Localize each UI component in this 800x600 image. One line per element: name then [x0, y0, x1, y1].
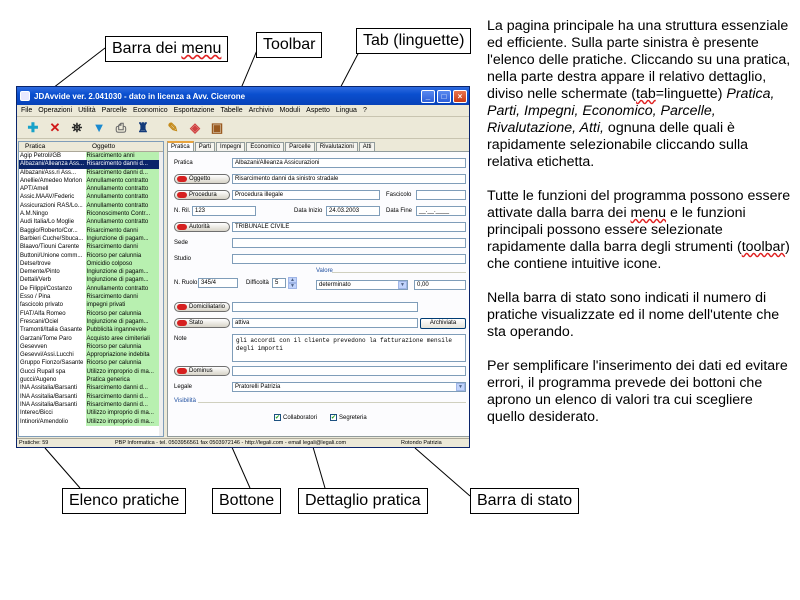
list-item[interactable]	[19, 343, 163, 351]
nruolo-label: N. Ruolo	[174, 280, 198, 286]
list-item-pratica: Assic.MAAV/Federic	[19, 193, 86, 201]
list-item-pratica: Interec/Bicci	[19, 409, 86, 417]
list-item[interactable]	[19, 169, 163, 177]
list-item-oggetto: Pratica generica	[86, 376, 163, 384]
list-item-oggetto: Acquisto aree cimiteriali	[86, 335, 163, 343]
oggetto-button[interactable]: Oggetto	[174, 174, 230, 184]
binoculars-icon[interactable]: ⛯	[71, 119, 83, 135]
nril-label: N. Ril.	[174, 208, 191, 214]
difficolta-down-icon[interactable]: ▼	[288, 283, 297, 289]
data-inizio-field[interactable]: 24.03.2003	[326, 206, 380, 216]
stamp-icon[interactable]: ♜	[137, 119, 149, 135]
sede-label: Sede	[174, 240, 189, 246]
list-item[interactable]	[19, 227, 163, 235]
list-item-pratica: FIAT/Alfa Romeo	[19, 310, 86, 318]
list-item-pratica: INA Assitalia/Barsanti	[19, 393, 86, 401]
tab-atti[interactable]: Atti	[359, 142, 376, 151]
menu-help[interactable]: ?	[362, 107, 367, 114]
list-item[interactable]	[19, 310, 163, 318]
domiciliatario-button-indicator	[177, 304, 187, 310]
list-item-oggetto: Risarcimento anni	[86, 152, 163, 160]
add-icon[interactable]: ✚	[27, 119, 39, 135]
pratiche-list[interactable]	[18, 141, 164, 437]
list-item-oggetto: Risarcimento danni d...	[86, 384, 163, 392]
stato-button-indicator	[177, 320, 187, 326]
tab-strip	[167, 141, 470, 151]
list-item-pratica: Garzani/Tome Paro	[19, 335, 86, 343]
studio-label: Studio	[174, 256, 192, 262]
list-item-oggetto: Risarcimento danni	[86, 227, 163, 235]
list-item[interactable]	[19, 268, 163, 276]
list-item[interactable]	[19, 393, 163, 401]
detail-pane	[167, 141, 470, 437]
menu-file[interactable]: File	[21, 107, 33, 114]
list-item[interactable]	[19, 276, 163, 284]
list-item-oggetto: Ricorso per calunnia	[86, 252, 163, 260]
legale-dropdown-icon[interactable]: ▼	[456, 383, 465, 391]
menu-parcelle[interactable]: Parcelle	[101, 107, 127, 114]
list-scrollbar[interactable]	[159, 152, 164, 436]
studio-field[interactable]	[232, 254, 466, 264]
data-fine-label: Data Fine	[386, 208, 413, 214]
difficolta-field[interactable]: 5	[272, 278, 286, 288]
list-item-pratica: Demente/Pinto	[19, 268, 86, 276]
menu-utilita[interactable]: Utilità	[78, 107, 96, 114]
print-icon[interactable]: ⎙	[115, 119, 127, 135]
dominus-button[interactable]: Dominus	[174, 366, 230, 376]
list-item-pratica: Tramonti/Italia Gasante	[19, 326, 86, 334]
list-item-oggetto: Appropriazione indebita	[86, 351, 163, 359]
list-item-oggetto: Utilizzo improprio di ma...	[86, 418, 163, 426]
list-item-pratica: Frescani/Ociel	[19, 318, 86, 326]
list-item-oggetto: Annullamento contratto	[86, 193, 163, 201]
list-item-oggetto: Ricorso per calunnia	[86, 359, 163, 367]
list-item-pratica: INA Assitalia/Barsanti	[19, 401, 86, 409]
list-item[interactable]	[19, 285, 163, 293]
list-item[interactable]	[19, 351, 163, 359]
procedura-button[interactable]: Procedura	[174, 190, 230, 200]
description-paragraph-3: Nella barra di stato sono indicati il numero di pratiche visualizzate ed il nome dell'utente che sta operando.	[487, 290, 780, 340]
menu-aspetto[interactable]: Aspetto	[306, 107, 330, 114]
list-item[interactable]	[19, 152, 163, 160]
tab-pratica[interactable]: Pratica	[167, 141, 194, 151]
list-item-pratica: Esso / Pina	[19, 293, 86, 301]
oggetto-button-indicator	[177, 176, 187, 182]
list-item[interactable]	[19, 210, 163, 218]
list-item-oggetto: Annullamento contratto	[86, 177, 163, 185]
list-item-pratica: Albazani/Alleanza Ass...	[20, 161, 85, 168]
description-text	[487, 18, 792, 443]
menu-tabelle[interactable]: Tabelle	[220, 107, 243, 114]
valore-select[interactable]: determinato	[316, 280, 408, 290]
list-item-pratica: Dettali/Verb	[19, 276, 86, 284]
callout-toolbar: Toolbar	[256, 32, 322, 58]
note-textarea[interactable]: gli accordi con il cliente prevedono la fatturazione mensile degli importi	[232, 334, 466, 362]
stato-button[interactable]: Stato	[174, 318, 230, 328]
menu-moduli[interactable]: Moduli	[279, 107, 301, 114]
status-info: PBP Informatica - tel. 0503956561 fax 0503972146 - http://legali.com - email legali@legali.com	[115, 440, 347, 446]
list-item-pratica: Barbieri Cuche/Sbuca...	[19, 235, 86, 243]
callout-list: Elenco pratiche	[62, 488, 186, 514]
window-title: JDAvvide ver. 2.041030 - dato in licenza a Avv. Cicerone	[34, 91, 246, 101]
list-item-pratica: INA Assitalia/Barsanti	[19, 384, 86, 392]
list-item[interactable]	[19, 318, 163, 326]
list-item[interactable]	[19, 235, 163, 243]
callout-statusbar: Barra di stato	[470, 488, 579, 514]
list-item-oggetto: Utilizzo improprio di ma...	[86, 368, 163, 376]
list-item-pratica: Audi Italia/Lo Moglie	[19, 218, 86, 226]
list-item-pratica: De Filippi/Costanzo	[19, 285, 86, 293]
status-count: Pratiche: 59	[19, 440, 49, 446]
delete-icon[interactable]: ✕	[49, 119, 61, 135]
list-item[interactable]	[19, 160, 163, 168]
list-item-pratica: Albazani/Ass.ri Ass...	[19, 169, 86, 177]
list-item-pratica: A.M.Ningo	[19, 210, 86, 218]
data-fine-field[interactable]: __.__.____	[416, 206, 466, 216]
description-paragraph-4: Per semplificare l'inserimento dei dati ed evitare errori, il programma prevede dei bottoni che aprono un elenco di valori tra cui scegliere quello desiderato.	[487, 358, 788, 425]
title-bar[interactable]	[17, 87, 469, 105]
tab-rivalutazioni[interactable]: Rivalutazioni	[316, 142, 358, 151]
list-item-pratica: Gucci Rupall spa	[19, 368, 86, 376]
list-item-oggetto: Pubblicità ingannevole	[86, 326, 163, 334]
list-item[interactable]	[19, 218, 163, 226]
difficolta-label: Difficoltà	[246, 280, 269, 286]
domiciliatario-field[interactable]	[232, 302, 418, 312]
list-item-oggetto: Utilizzo improprio di ma...	[86, 409, 163, 417]
description-paragraph-2: Tutte le funzioni del programma possono essere attivate dalla barra dei menu e le funzioni principali possono essere selezionate rapidamente dalla barra degli strumenti (toolbar) che contiene intuitive icone.	[487, 188, 791, 272]
pratica-field[interactable]: Albazani/Alleanza Assicurazioni	[232, 158, 466, 168]
description-paragraph-1: La pagina principale ha una struttura essenziale ed efficiente. Sulla parte sinistra è presente l'elenco delle pratiche. Cliccando su una pratica, nella parte destra appare il relativo dettaglio, diviso nelle schermate (tab=linguette) Pratica, Parti, Impegni, Economico, Parcelle, Rivalutazione, Atti, ognuna delle quali è rapidamente selezionabile cliccando sulla relativa etichetta.	[487, 18, 791, 170]
tab-impegni[interactable]: Impegni	[216, 142, 245, 151]
menu-bar	[17, 105, 469, 117]
list-item-oggetto: Omicidio colposo	[86, 260, 163, 268]
autorita-field[interactable]: TRIBUNALE CIVILE	[232, 222, 466, 232]
callout-tabs: Tab (linguette)	[356, 28, 471, 54]
palette-icon[interactable]: ✎	[167, 119, 179, 135]
list-item[interactable]	[19, 202, 163, 210]
list-item-oggetto: Risarcimento danni	[86, 293, 163, 301]
valore-dropdown-icon[interactable]: ▼	[398, 281, 407, 289]
list-item-oggetto: Annullamento contratto	[86, 185, 163, 193]
list-item[interactable]	[19, 418, 163, 426]
list-item-pratica: APT/Amell	[19, 185, 86, 193]
procedura-button-indicator	[177, 192, 187, 198]
callout-menubar: Barra dei menu	[105, 36, 228, 62]
visibilita-label: Visibilità	[174, 398, 196, 404]
list-item-oggetto: Annullamento contratto	[86, 218, 163, 226]
segreteria-check-icon: ✔	[331, 415, 337, 421]
menu-lingua[interactable]: Lingua	[335, 107, 357, 114]
tab-economico[interactable]: Economico	[246, 142, 284, 151]
list-item-oggetto: Risarcimento danni d...	[86, 393, 163, 401]
list-item[interactable]	[19, 376, 163, 384]
list-item[interactable]	[19, 401, 163, 409]
minimize-button[interactable]: _	[421, 90, 435, 103]
segreteria-checkbox[interactable]: ✔ Segreteria	[331, 414, 367, 421]
maximize-button[interactable]: □	[437, 90, 451, 103]
collaboratori-check-icon: ✔	[275, 415, 281, 421]
callout-detail: Dettaglio pratica	[298, 488, 428, 514]
menu-esportazione[interactable]: Esportazione	[173, 107, 215, 114]
list-item[interactable]	[19, 359, 163, 367]
list-item-oggetto: Ricorso per calunnia	[86, 343, 163, 351]
list-item-oggetto: Risarcimento danni d...	[86, 401, 163, 409]
list-item[interactable]	[19, 252, 163, 260]
list-item-oggetto: Annullamento contratto	[86, 202, 163, 210]
column-header-pratica[interactable]: Pratica	[25, 143, 46, 150]
list-item[interactable]	[19, 301, 163, 309]
archiviata-button[interactable]: Archiviata	[420, 318, 466, 329]
list-item-oggetto: Annullamento contratto	[86, 285, 163, 293]
menu-archivio[interactable]: Archivio	[248, 107, 274, 114]
list-item-pratica: Blaavo/Tiouni Carente	[19, 243, 86, 251]
domiciliatario-button[interactable]: Domiciliatario	[174, 302, 230, 312]
procedura-field[interactable]: Procedura illegale	[232, 190, 380, 200]
list-item-oggetto: impegni privati	[86, 301, 163, 309]
list-item-oggetto: Risarcimento danni d...	[86, 169, 163, 177]
list-item[interactable]	[19, 409, 163, 417]
list-item-oggetto: Ricorso per calunnia	[86, 310, 163, 318]
data-inizio-label: Data Inizio	[294, 208, 323, 214]
list-item-pratica: Agip Petroli/GB	[19, 152, 86, 160]
list-item-pratica: Buttoni/Unione comm...	[19, 252, 86, 260]
autorita-button-indicator	[177, 224, 187, 230]
dominus-button-indicator	[177, 368, 187, 374]
autorita-button[interactable]: Autorità	[174, 222, 230, 232]
list-item-pratica: Intinori/Amendolio	[19, 418, 86, 426]
list-item-pratica: Detse/trove	[19, 260, 86, 268]
pratica-label: Pratica	[174, 160, 193, 166]
list-item-pratica: Gesevven	[19, 343, 86, 351]
filter-icon[interactable]: ▼	[92, 120, 106, 135]
pratica-panel	[167, 151, 470, 437]
list-item-oggetto: Ingiunzione di pagam...	[86, 235, 163, 243]
valore-label: Valore	[316, 268, 333, 274]
list-item-oggetto: Riconoscimento Contr...	[86, 210, 163, 218]
list-item-oggetto: Risarcimento danni d...	[86, 160, 163, 168]
status-user: Rotondo Patrizia	[401, 440, 442, 446]
list-item-oggetto: Risarcimento danni	[86, 243, 163, 251]
tab-parti[interactable]: Parti	[195, 142, 215, 151]
list-item-oggetto: Ingiunzione di pagam...	[86, 318, 163, 326]
tag-icon[interactable]: ◈	[190, 119, 200, 135]
legale-label: Legale	[174, 384, 193, 390]
list-item-pratica: Gesevvi/Assi.Lucchi	[19, 351, 86, 359]
status-bar	[17, 438, 469, 447]
difficolta-up-icon[interactable]: ▲	[288, 277, 297, 283]
list-item[interactable]	[19, 368, 163, 376]
column-header-oggetto[interactable]: Oggetto	[92, 143, 116, 150]
toolbar	[17, 117, 469, 139]
sede-field[interactable]	[232, 238, 466, 248]
list-item[interactable]	[19, 384, 163, 392]
oggetto-field[interactable]: Risarcimento danni da sinistro stradale	[232, 174, 466, 184]
menu-economico[interactable]: Economico	[132, 107, 168, 114]
list-item[interactable]	[19, 177, 163, 185]
fascicolo-label: Fascicolo	[386, 192, 412, 198]
nril-field[interactable]: 123	[192, 206, 256, 216]
list-item[interactable]	[19, 335, 163, 343]
nruolo-field[interactable]: 345/4	[198, 278, 238, 288]
callout-button: Bottone	[212, 488, 281, 514]
list-item[interactable]	[19, 185, 163, 193]
collaboratori-checkbox[interactable]: ✔ Collaboratori	[275, 414, 318, 421]
list-item-pratica: Anellie/Amedeo Morlon	[19, 177, 86, 185]
list-header	[19, 142, 163, 152]
list-item-pratica: Assicurazioni RAS/Lo...	[19, 202, 86, 210]
list-item[interactable]	[19, 260, 163, 268]
list-item[interactable]	[19, 293, 163, 301]
app-icon	[20, 91, 30, 101]
list-item-oggetto: Ingiunzione di pagam...	[86, 268, 163, 276]
stato-field[interactable]: attiva	[232, 318, 418, 328]
menu-operazioni[interactable]: Operazioni	[38, 107, 73, 114]
note-label: Note	[174, 336, 187, 342]
list-item-pratica: fascicolo privato	[19, 301, 86, 309]
legale-select[interactable]: Pratorelli Patrizia	[232, 382, 466, 392]
list-item-pratica: Baggio/Roberto/Cor...	[19, 227, 86, 235]
valore-amount-field[interactable]: 0,00	[414, 280, 466, 290]
list-item[interactable]	[19, 243, 163, 251]
app-window	[16, 86, 470, 448]
list-item-pratica: Gruppo Fionzo/Sasante	[19, 359, 86, 367]
tab-parcelle[interactable]: Parcelle	[285, 142, 315, 151]
dominus-field[interactable]	[232, 366, 466, 376]
list-item-pratica: gucci/Augeno	[19, 376, 86, 384]
close-button[interactable]: ×	[453, 90, 467, 103]
list-item[interactable]	[19, 326, 163, 334]
box-icon[interactable]: ▣	[210, 119, 224, 135]
fascicolo-field[interactable]	[416, 190, 466, 200]
list-item[interactable]	[19, 193, 163, 201]
list-item-oggetto: Ingiunzione di pagam...	[86, 276, 163, 284]
